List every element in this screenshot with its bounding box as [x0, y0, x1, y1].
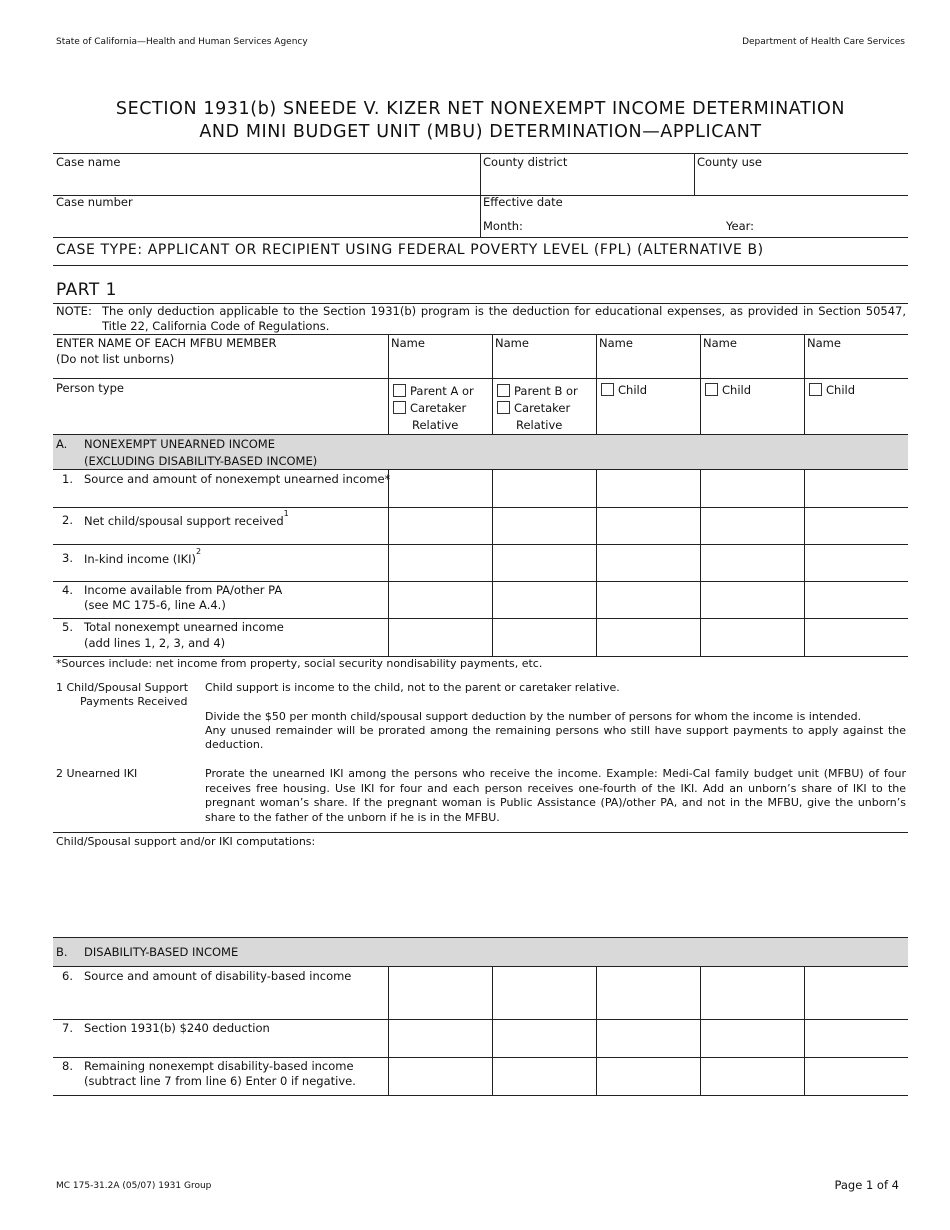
footnote1-label: 1 Child/Spousal Support — [56, 681, 189, 694]
case-name-label: Case name — [56, 155, 121, 169]
name-label: Name — [807, 336, 841, 350]
form-id: MC 175-31.2A (05/07) 1931 Group — [56, 1181, 212, 1191]
member-name-field[interactable] — [703, 336, 737, 350]
person-type-label: Person type — [56, 381, 124, 395]
parent-b-checkbox[interactable] — [497, 384, 510, 397]
line-number: 3. — [62, 551, 73, 565]
member-name-field[interactable] — [495, 336, 529, 350]
name-label: Name — [391, 336, 425, 350]
section-b-letter: B. — [56, 945, 68, 959]
line-number: 4. — [62, 583, 73, 597]
month-label: Month: — [483, 219, 523, 233]
page-number: Page 1 of 4 — [834, 1178, 899, 1192]
checkbox-label: Child — [722, 383, 752, 397]
year-field[interactable] — [726, 219, 754, 233]
line4-label: Income available from PA/other PA — [84, 583, 283, 597]
checkbox-label: Caretaker — [514, 401, 571, 415]
county-district-field[interactable] — [483, 155, 567, 169]
department-name: Department of Health Care Services — [742, 37, 905, 47]
members-sublabel: (Do not list unborns) — [56, 352, 175, 366]
part1-title: PART 1 — [56, 280, 117, 300]
county-use-label: County use — [697, 155, 762, 169]
line8-sublabel: (subtract line 7 from line 6) Enter 0 if negative. — [84, 1074, 356, 1088]
name-label: Name — [495, 336, 529, 350]
footnote2-label: 2 Unearned IKI — [56, 767, 138, 780]
line-number: 8. — [62, 1059, 73, 1073]
agency-name: State of California—Health and Human Services Agency — [56, 37, 308, 47]
county-use-field[interactable] — [697, 155, 762, 169]
case-type: CASE TYPE: APPLICANT OR RECIPIENT USING FEDERAL POVERTY LEVEL (FPL) (ALTERNATIVE B) — [56, 242, 764, 258]
case-number-label: Case number — [56, 195, 133, 209]
caretaker-a-checkbox[interactable] — [393, 401, 406, 414]
caretaker-b-checkbox[interactable] — [497, 401, 510, 414]
case-number-field[interactable] — [56, 195, 133, 209]
line-number: 6. — [62, 969, 73, 983]
form-title-line1: SECTION 1931(b) SNEEDE V. KIZER NET NONEXEMPT INCOME DETERMINATION — [115, 99, 846, 119]
members-label: ENTER NAME OF EACH MFBU MEMBER — [56, 336, 277, 350]
child-checkbox[interactable] — [809, 383, 822, 396]
year-label: Year: — [726, 219, 755, 233]
footnote1-label-line2: Payments Received — [80, 695, 188, 708]
member-name-field[interactable] — [391, 336, 425, 350]
line4-sublabel: (see MC 175-6, line A.4.) — [84, 598, 226, 612]
section-b-title: DISABILITY-BASED INCOME — [84, 945, 239, 959]
computations-area[interactable] — [56, 835, 906, 935]
checkbox-label: Relative — [516, 418, 563, 432]
footnote-ref: 1 — [283, 509, 289, 518]
name-label: Name — [599, 336, 633, 350]
line-number: 5. — [62, 620, 73, 634]
name-label: Name — [703, 336, 737, 350]
checkbox-label: Child — [618, 383, 648, 397]
line2-label-wrap — [84, 509, 289, 528]
line-number: 7. — [62, 1021, 73, 1035]
footnote1-para2a: Divide the $50 per month child/spousal support deduction by the number of persons for whom the income is intended. — [205, 710, 862, 723]
section-a-subtitle: (EXCLUDING DISABILITY-BASED INCOME) — [84, 454, 318, 468]
note-text: The only deduction applicable to the Section 1931(b) program is the deduction for educational expenses, as provided in Section 50547, Title 22, California Code of Regulations. — [102, 304, 906, 333]
member-name-field[interactable] — [807, 336, 841, 350]
section-a-title: NONEXEMPT UNEARNED INCOME — [84, 437, 275, 451]
checkbox-label: Child — [826, 383, 856, 397]
form-title-line2: AND MINI BUDGET UNIT (MBU) DETERMINATION—APPLICANT — [199, 122, 762, 142]
footnote-ref: 2 — [196, 547, 202, 556]
child-checkbox[interactable] — [601, 383, 614, 396]
line6-label: Source and amount of disability-based income — [84, 969, 352, 983]
child-checkbox[interactable] — [705, 383, 718, 396]
footnote2-text: Prorate the unearned IKI among the persons who receive the income. Example: Medi-Cal family budget unit (MFBU) of four receives free housing. Use IKI for four and each person receives one-fourth of the IKI. Add an unborn’s share of IKI to the pregnant woman’s share. If the pregnant woman is Public Assistance (PA)/other PA, and not in the MFBU, give the unborn’s share to the father of the unborn if he is in the MFBU. — [205, 767, 906, 824]
note-label: NOTE: — [56, 304, 92, 318]
line-number: 1. — [62, 472, 73, 486]
line5-label: Total nonexempt unearned income — [84, 620, 284, 634]
line3-label: In-kind income (IKI) — [84, 551, 197, 566]
case-name-field[interactable] — [56, 155, 120, 169]
sources-note: *Sources include: net income from property, social security nondisability payments, etc. — [56, 657, 543, 670]
checkbox-label: Parent B or — [514, 384, 578, 398]
section-a-letter: A. — [56, 437, 68, 451]
checkbox-label: Parent A or — [410, 384, 474, 398]
county-district-label: County district — [483, 155, 568, 169]
footnote1-para2b: Any unused remainder will be prorated among the remaining persons who still have support payments to apply against the deduction. — [205, 724, 906, 751]
line2-label: Net child/spousal support received — [84, 513, 284, 528]
line1-label: Source and amount of nonexempt unearned income* — [84, 472, 391, 486]
line-number: 2. — [62, 513, 73, 527]
effective-date-label: Effective date — [483, 195, 563, 209]
member-name-field[interactable] — [599, 336, 633, 350]
parent-a-checkbox[interactable] — [393, 384, 406, 397]
line3-label-wrap — [84, 547, 202, 566]
month-field[interactable] — [483, 219, 523, 233]
computations-label: Child/Spousal support and/or IKI computations: — [56, 835, 316, 848]
line8-label: Remaining nonexempt disability-based income — [84, 1059, 354, 1073]
footnote1-para1: Child support is income to the child, not to the parent or caretaker relative. — [205, 681, 620, 694]
line5-sublabel: (add lines 1, 2, 3, and 4) — [84, 636, 226, 650]
line7-label: Section 1931(b) $240 deduction — [84, 1021, 270, 1035]
checkbox-label: Relative — [412, 418, 459, 432]
checkbox-label: Caretaker — [410, 401, 467, 415]
